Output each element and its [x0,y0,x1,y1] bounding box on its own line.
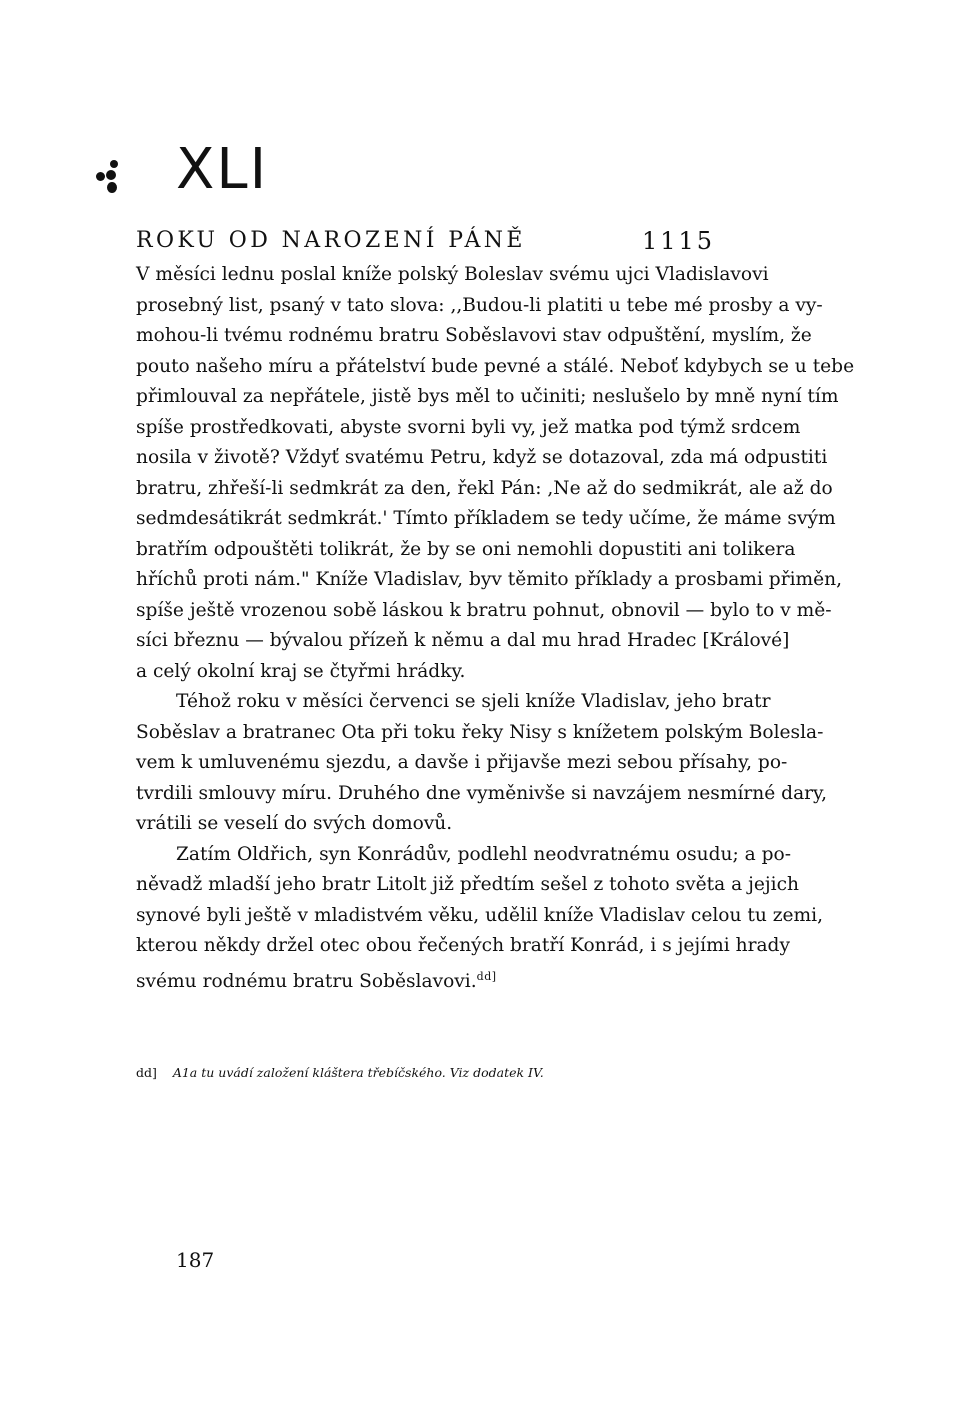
text-line: a celý okolní kraj se čtyřmi hrádky. [136,660,466,682]
text-line: V měsíci lednu poslal kníže polský Boleslav svému ujci Vladislavovi [136,264,769,285]
footnote-reference: dd] [476,969,497,983]
text-line: něvadž mladší jeho bratr Litolt již předtím sešel z tohoto světa a jejich [136,874,799,895]
text-line: vem k umluvenému sjezdu, a davše i přijavše mezi sebou přísahy, po- [136,752,788,773]
text-line: Téhož roku v měsíci červenci se sjeli kníže Vladislav, jeho bratr [176,691,771,712]
text-line: pouto našeho míru a přátelství bude pevné a stálé. Neboť kdybych se u tebe [136,355,855,377]
text-line: hříchů proti nám." Kníže Vladislav, byv těmito příklady a prosbami přiměn, [136,569,843,590]
chapter-number: XLI [176,137,269,202]
text-line: synové byli ještě v mladistvém věku, udělil kníže Vladislav celou tu zemi, [136,904,824,926]
text-line: Zatím Oldřich, syn Konrádův, podlehl neodvratnému osudu; a po- [176,843,792,865]
heading-year: 1115 [642,227,716,255]
text-line-wrap [136,962,816,993]
text-line: vrátili se veselí do svých domovů. [136,813,453,834]
text-line: kterou někdy držel otec obou řečených bratří Konrád, i s jejími hrady [136,935,790,956]
text-line: svému rodnému bratru Soběslavovi. [136,970,477,992]
text-line: přimlouval za nepřátele, jistě bys měl to učiniti; neslušelo by mně nyní tím [136,386,839,407]
text-line: spíše prostředkovati, abyste svorni byli vy, jež matka pod týmž srdcem [136,416,801,438]
text-line: tvrdili smlouvy míru. Druhého dne vyměnivše si navzájem nesmírné dary, [136,782,827,804]
heading-title: ROKU OD NAROZENÍ PÁNĚ [136,228,526,253]
page-number: 187 [176,1248,215,1272]
text-line: nosila v životě? Vždyť svatému Petru, když se dotazoval, zda má odpustiti [136,447,828,468]
text-line: spíše ještě vrozenou sobě láskou k bratru pohnut, obnovil — bylo to v mě- [136,599,832,621]
text-line: mohou-li tvému rodnému bratru Soběslavovi stav odpuštění, myslím, že [136,325,812,346]
text-line: bratřím odpouštěti tolikrát, že by se oni nemohli dopustiti ani tolikera [136,538,796,560]
text-line: prosebný list, psaný v tato slova: ,,Budou-li platiti u tebe mé prosby a vy- [136,294,823,316]
footnote-text: A1a tu uvádí založení kláštera třebíčského. Viz dodatek IV. [172,1065,544,1080]
text-line: sedmdesátikrát sedmkrát.' Tímto příkladem se tedy učíme, že máme svým [136,508,836,529]
footnote-marker: dd] [136,1065,157,1080]
text-line: síci březnu — bývalou přízeň k němu a dal mu hrad Hradec [Králové] [136,630,790,651]
text-line: bratru, zhřeší-li sedmkrát za den, řekl Pán: ,Ne až do sedmikrát, ale až do [136,477,833,499]
body-text [136,230,855,992]
text-line: Soběslav a bratranec Ota při toku řeky Nisy s knížetem polským Bolesla- [136,721,824,743]
fleuron-ornament-icon [94,160,124,194]
footnote [136,1064,544,1082]
